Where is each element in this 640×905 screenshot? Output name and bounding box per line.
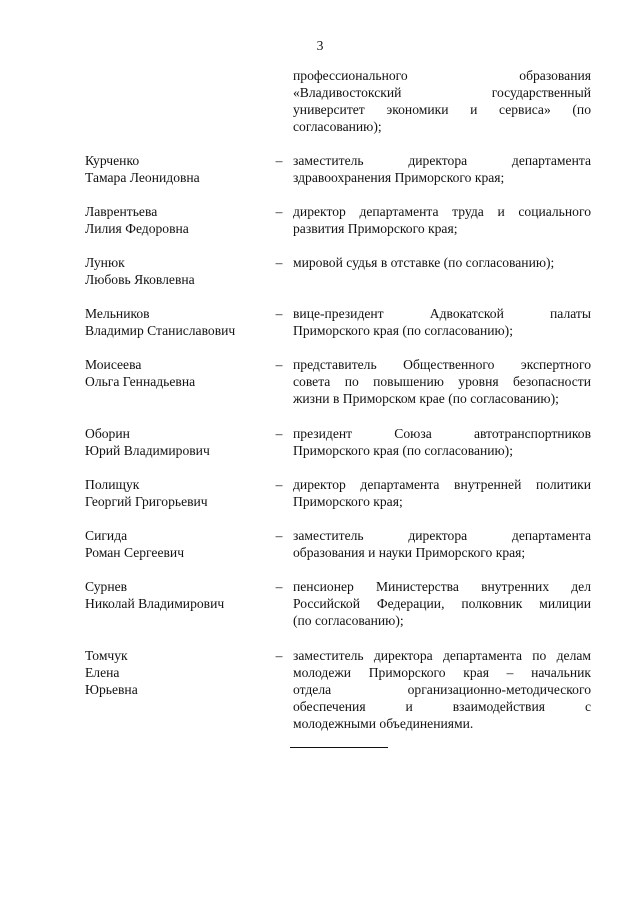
text-line: обеспечения и взаимодействия с xyxy=(293,699,591,714)
text-line: заместитель директора департамента по делам xyxy=(293,648,591,663)
text-line: представитель Общественного экспертного xyxy=(293,357,591,372)
dash: – xyxy=(275,528,283,543)
text-line: «Владивостокский государственный xyxy=(293,85,591,100)
member-name: Лаврентьева Лилия Федоровна xyxy=(85,204,189,236)
text-line: заместитель директора департамента xyxy=(293,153,591,168)
member-position xyxy=(293,578,591,629)
text-line: университет экономики и сервиса» (по xyxy=(293,102,591,117)
member-name: Оборин Юрий Владимирович xyxy=(85,426,210,458)
dash: – xyxy=(275,579,283,594)
text-line: заместитель директора департамента xyxy=(293,528,591,543)
dash: – xyxy=(275,153,283,168)
member-position xyxy=(293,305,591,339)
member-name: Моисеева Ольга Геннадьевна xyxy=(85,357,196,389)
member-position xyxy=(293,356,591,407)
dash: – xyxy=(275,204,283,219)
text-line: президент Союза автотранспортников xyxy=(293,426,591,441)
member-name: Томчук Елена Юрьевна xyxy=(85,648,138,697)
text-line: (по согласованию); xyxy=(293,613,404,628)
text-line: Приморского края; xyxy=(293,494,403,509)
text-line: Приморского края (по согласованию); xyxy=(293,323,513,338)
member-name: Лунюк Любовь Яковлевна xyxy=(85,255,195,287)
text-line: директор департамента внутренней политики xyxy=(293,477,591,492)
text-line: здравоохранения Приморского края; xyxy=(293,170,505,185)
member-position xyxy=(293,476,591,510)
text-line: жизни в Приморском крае (по согласованию); xyxy=(293,391,559,406)
dash: – xyxy=(275,648,283,663)
text-line: Приморского края (по согласованию); xyxy=(293,443,513,458)
member-position xyxy=(293,647,591,732)
text-line: мировой судья в отставке (по согласованию); xyxy=(293,255,555,270)
text-line: развития Приморского края; xyxy=(293,221,458,236)
member-name: Курченко Тамара Леонидовна xyxy=(85,153,200,185)
text-line: молодежными объединениями. xyxy=(293,716,474,731)
member-name: Сурнев Николай Владимирович xyxy=(85,579,225,611)
dash: – xyxy=(275,357,283,372)
dash: – xyxy=(275,306,283,321)
member-position xyxy=(293,254,591,271)
text-line: пенсионер Министерства внутренних дел xyxy=(293,579,591,594)
end-divider xyxy=(290,747,388,748)
continuation-text xyxy=(293,67,591,135)
dash: – xyxy=(275,255,283,270)
text-line: согласованию); xyxy=(293,119,382,134)
text-line: отдела организационно-методического xyxy=(293,682,591,697)
text-line: вице-президент Адвокатской палаты xyxy=(293,306,591,321)
member-name: Полищук Георгий Григорьевич xyxy=(85,477,208,509)
member-name: Сигида Роман Сергеевич xyxy=(85,528,185,560)
text-line: Российской Федерации, полковник милиции xyxy=(293,596,591,611)
text-line: образования и науки Приморского края; xyxy=(293,545,526,560)
member-position xyxy=(293,203,591,237)
member-position xyxy=(293,152,591,186)
member-position xyxy=(293,425,591,459)
page-number: 3 xyxy=(316,38,324,53)
text-line: совета по повышению уровня безопасности xyxy=(293,374,591,389)
dash: – xyxy=(275,477,283,492)
text-line: директор департамента труда и социального xyxy=(293,204,591,219)
member-name: Мельников Владимир Станиславович xyxy=(85,306,236,338)
dash: – xyxy=(275,426,283,441)
member-position xyxy=(293,527,591,561)
text-line: профессионального образования xyxy=(293,68,591,83)
text-line: молодежи Приморского края – начальник xyxy=(293,665,591,680)
